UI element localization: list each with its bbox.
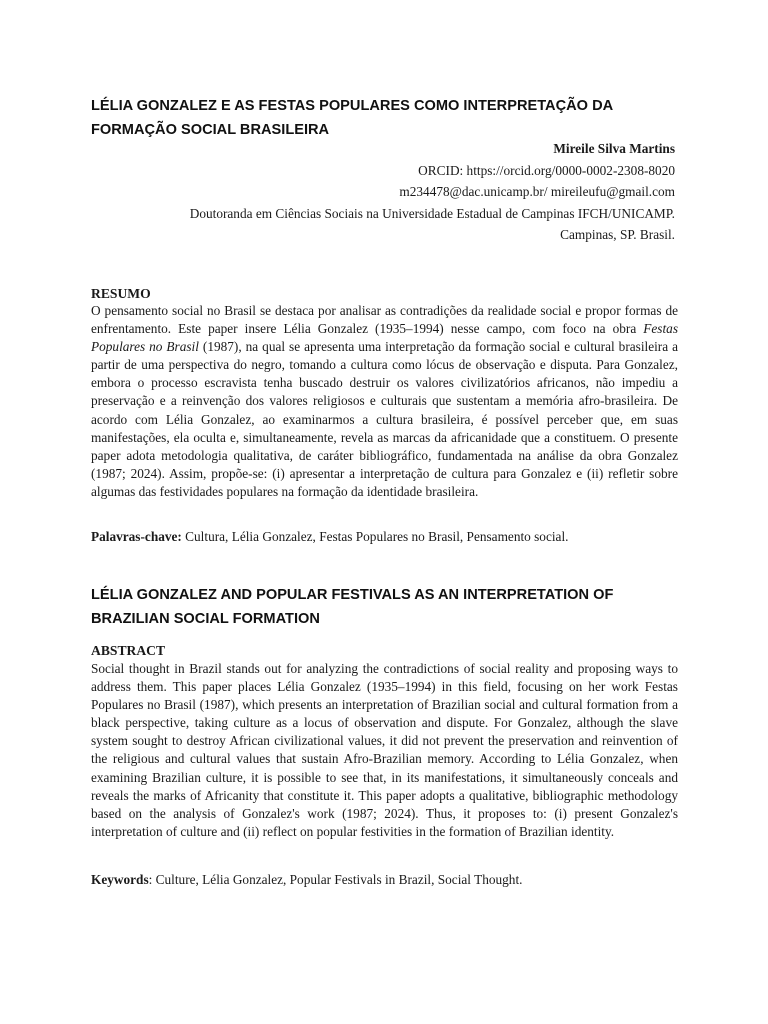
resumo-text-part2: (1987), na qual se apresenta uma interpretação da formação social e cultural brasileira a partir de uma perspectiva do negro, tomando a cultura como lócus de observação e disputa. Para Gonzalez, embora o processo escravista tenha buscado destruir os valores civilizatórios africanos, não impediu a preservação e a reinvenção dos valores religiosos e culturais que sustentam a memória afro-brasileira. De acordo com Lélia Gonzalez, ao examinarmos a cultura brasileira, é possível perceber que, em suas manifestações, ela oculta e, simultaneamente, revela as marcas da africanidade que a constituem. O presente paper adota metodologia qualitativa, de caráter bibliográfico, fundamentada na análise da obra Gonzalez (1987; 2024). Assim, propõe-se: (i) apresentar a interpretação de cultura para Gonzalez e (ii) refletir sobre algumas das festividades populares na formação da identidade brasileira. — [91, 339, 679, 499]
author-orcid: ORCID: https://orcid.org/0000-0002-2308-8020 — [418, 162, 675, 178]
title-portuguese: LÉLIA GONZALEZ E AS FESTAS POPULARES COMO INTERPRETAÇÃO DA FORMAÇÃO SOCIAL BRASILEIRA — [91, 98, 613, 138]
author-location: Campinas, SP. Brasil. — [560, 227, 675, 242]
resumo-heading: RESUMO — [91, 286, 151, 301]
author-emails: m234478@dac.unicamp.br/ mireileufu@gmail.com — [399, 184, 675, 199]
abstract-text: Social thought in Brazil stands out for analyzing the contradictions of social reality and proposing ways to address them. This paper places Lélia Gonzalez (1935–1994) in this field, focusing on her work Festas Populares no Brasil (1987), which presents an interpretation of Brazilian social and cultural formation from a black perspective, taking culture as a locus of observation and dispute. For Gonzalez, although the slave system sought to destroy African civilizational values, it did not prevent the preservation and reinvention of the religious and cultural values that sustain Afro-Brazilian memory. According to Lélia Gonzalez, when examining Brazilian culture, it is possible to see that, in its manifestations, it simultaneously conceals and reveals the marks of Africanity that constitute it. This paper adopts a qualitative, bibliographic methodology based on the analysis of Gonzalez's work (1987; 2024). Thus, it proposes to: (i) present Gonzalez's interpretation of culture and (ii) reflect on popular festivities in the formation of Brazilian identity. — [91, 661, 678, 839]
author-affiliation: Doutoranda em Ciências Sociais na Universidade Estadual de Campinas IFCH/UNICAMP. — [189, 205, 675, 221]
author-name: Mireile Silva Martins — [553, 141, 675, 156]
resumo-text-part1: O pensamento social no Brasil se destaca por analisar as contradições da realidade social e propor formas de enfrentamento. Este paper insere Lélia Gonzalez (1935–1994) nesse campo, com foco na obra — [91, 303, 678, 337]
keywords-label: Keywords — [91, 872, 149, 887]
abstract-heading: ABSTRACT — [91, 643, 166, 658]
title-english: LÉLIA GONZALEZ AND POPULAR FESTIVALS AS AN INTERPRETATION OF BRAZILIAN SOCIAL FORMATION — [91, 587, 614, 627]
author-block — [55, 138, 675, 246]
palavras-chave-value: Cultura, Lélia Gonzalez, Festas Populares no Brasil, Pensamento social. — [181, 529, 569, 544]
keywords-value: : Culture, Lélia Gonzalez, Popular Festivals in Brazil, Social Thought. — [148, 872, 523, 887]
keywords — [91, 871, 678, 889]
palavras-chave-label: Palavras-chave: — [91, 529, 182, 544]
resumo-text — [91, 302, 678, 501]
resumo-italic-title: Festas Populares no Brasil — [91, 321, 678, 355]
palavras-chave — [91, 528, 678, 546]
